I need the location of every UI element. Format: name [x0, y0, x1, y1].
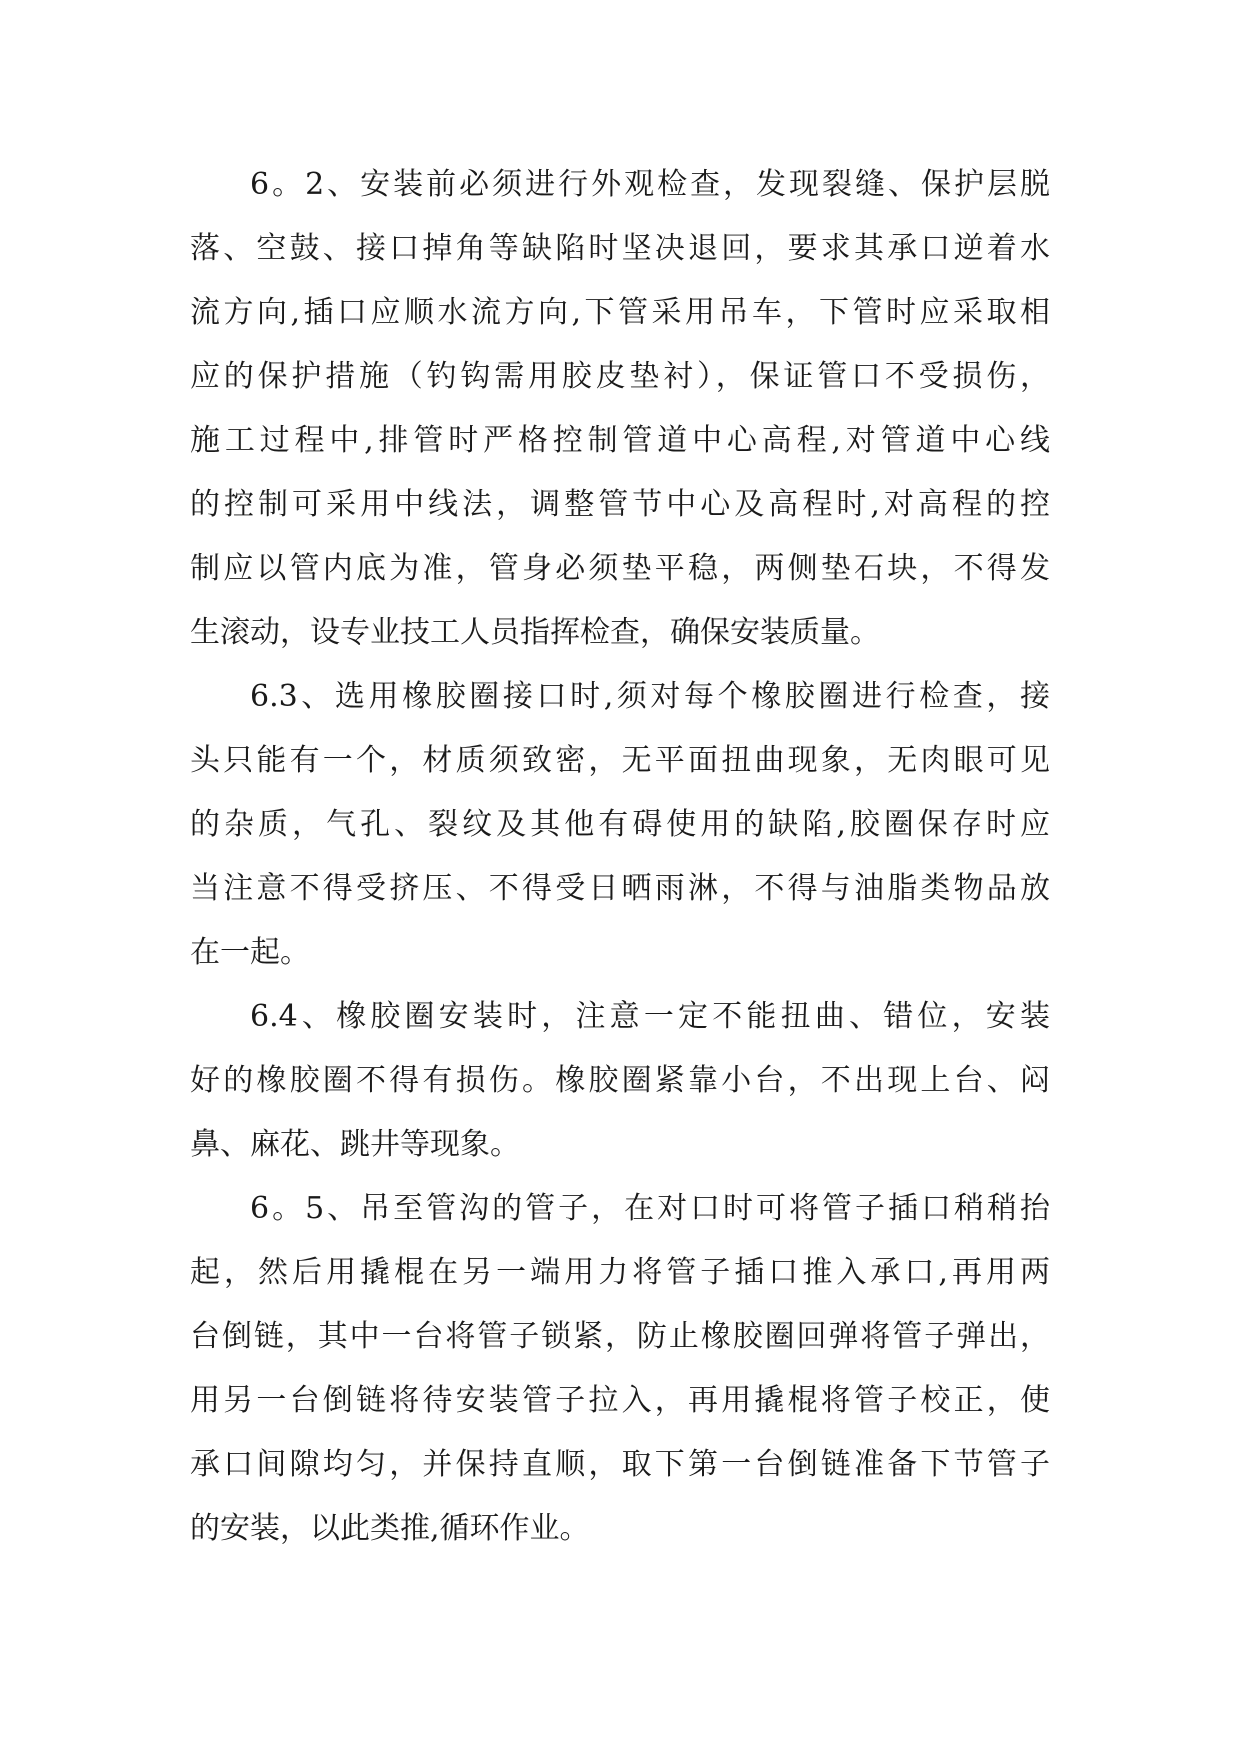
text-line: 承口间隙均匀，并保持直顺，取下第一台倒链准备下节管子: [190, 1447, 1050, 1482]
paragraph-6-5: [190, 1177, 1050, 1561]
text-line: 鼻、麻花、跳井等现象。: [190, 1127, 520, 1162]
text-line: 6.3、选用橡胶圈接口时,须对每个橡胶圈进行检查，接: [250, 679, 1050, 714]
text-line: 应的保护措施（钓钩需用胶皮垫衬），保证管口不受损伤，: [190, 359, 1050, 394]
text-line: 台倒链，其中一台将管子锁紧，防止橡胶圈回弹将管子弹出，: [190, 1319, 1050, 1354]
text-line: 用另一台倒链将待安装管子拉入，再用撬棍将管子校正，使: [190, 1383, 1050, 1418]
text-line: 流方向,插口应顺水流方向,下管采用吊车，下管时应采取相: [190, 295, 1050, 330]
text-line: 的安装，以此类推,循环作业。: [190, 1511, 590, 1546]
text-line: 落、空鼓、接口掉角等缺陷时坚决退回，要求其承口逆着水: [190, 231, 1050, 266]
text-line: 好的橡胶圈不得有损伤。橡胶圈紧靠小台，不出现上台、闷: [190, 1063, 1050, 1098]
text-line: 起，然后用撬棍在另一端用力将管子插口推入承口,再用两: [190, 1255, 1050, 1290]
text-line: 6。2、安装前必须进行外观检查，发现裂缝、保护层脱: [250, 167, 1050, 202]
text-line: 的杂质，气孔、裂纹及其他有碍使用的缺陷,胶圈保存时应: [190, 807, 1050, 842]
text-line: 的控制可采用中线法，调整管节中心及高程时,对高程的控: [190, 487, 1050, 522]
text-line: 制应以管内底为准，管身必须垫平稳，两侧垫石块，不得发: [190, 551, 1050, 586]
document-body: [190, 153, 1050, 1561]
text-line: 当注意不得受挤压、不得受日晒雨淋，不得与油脂类物品放: [190, 871, 1050, 906]
text-line: 头只能有一个，材质须致密，无平面扭曲现象，无肉眼可见: [190, 743, 1050, 778]
text-line: 6。5、吊至管沟的管子，在对口时可将管子插口稍稍抬: [250, 1191, 1050, 1226]
paragraph-6-4: [190, 985, 1050, 1177]
paragraph-6-3: [190, 665, 1050, 985]
text-line: 生滚动，设专业技工人员指挥检查，确保安装质量。: [190, 615, 880, 650]
text-line: 在一起。: [190, 935, 310, 970]
text-line: 6.4、橡胶圈安装时，注意一定不能扭曲、错位，安装: [250, 999, 1050, 1034]
text-line: 施工过程中,排管时严格控制管道中心高程,对管道中心线: [190, 423, 1050, 458]
paragraph-6-2: [190, 153, 1050, 665]
